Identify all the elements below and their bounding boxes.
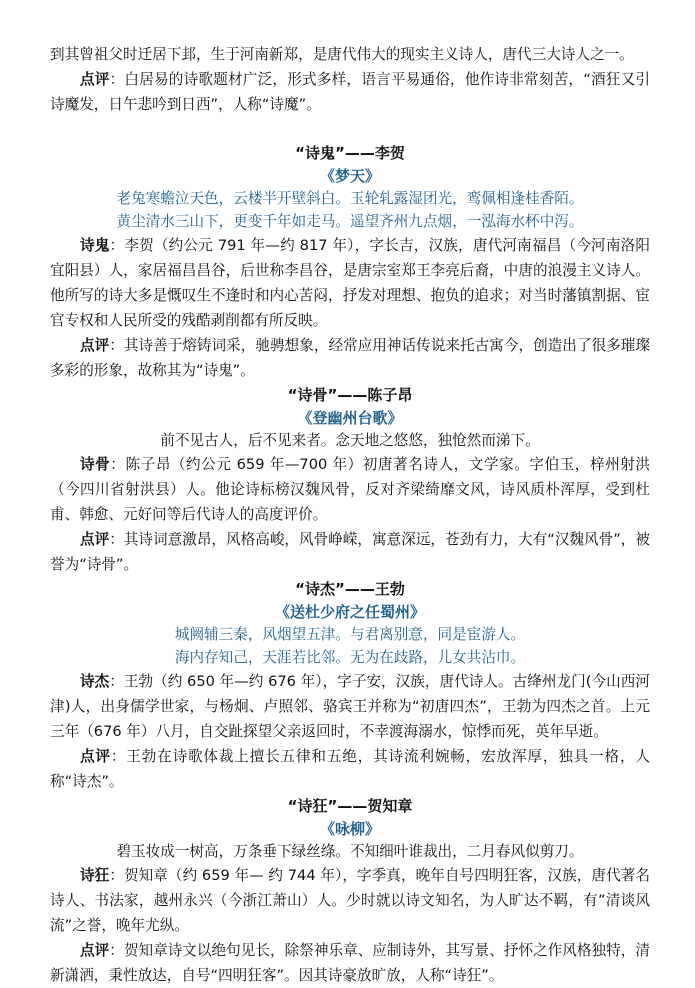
section-heading-li-he: “诗鬼”——李贺 bbox=[295, 144, 405, 162]
comment-text: ：其诗善于熔铸词采，驰骋想象，经常应用神话传说来托古寓今，创造出了很多璀璨多彩的形象，故称其为“诗鬼”。 bbox=[50, 337, 650, 379]
bio-label: 诗杰 bbox=[80, 673, 110, 690]
comment-text: ：王勃在诗歌体裁上擅长五律和五绝，其诗流利婉畅，宏放浑厚，独具一格，人称“诗杰”。 bbox=[50, 748, 650, 790]
comment-label: 点评 bbox=[80, 71, 110, 88]
comment-paragraph bbox=[50, 744, 650, 794]
poem-line: 黄尘清水三山下，更变千年如走马。遥望齐州九点烟，一泓海水杯中泻。 bbox=[116, 213, 584, 230]
comment-paragraph bbox=[50, 938, 650, 988]
bio-text: ：王勃（约 650 年—约 676 年），字子安，汉族，唐代诗人。古绛州龙门(今山西河津)人，出身儒学世家，与杨炯、卢照邻、骆宾王并称为“初唐四杰”，王勃为四杰之首。上元三年（676 年）八月，自交趾探望父亲返回时，不幸渡海溺水，惊悸而死，英年早逝。 bbox=[50, 673, 650, 740]
poem-title-song-du: 《送杜少府之任蜀州》 bbox=[274, 603, 425, 621]
bio-paragraph bbox=[50, 233, 650, 333]
poem-line: 海内存知己，天涯若比邻。无为在歧路，儿女共沾巾。 bbox=[174, 649, 526, 666]
section-heading-chen-ziang: “诗骨”——陈子昂 bbox=[287, 386, 413, 404]
comment-label: 点评 bbox=[80, 942, 110, 959]
poem-title-yong-liu: 《咏柳》 bbox=[319, 820, 380, 838]
bio-paragraph bbox=[50, 863, 650, 938]
bio-paragraph bbox=[50, 452, 650, 527]
poem-line: 前不见古人，后不见来者。念天地之悠悠，独怆然而涕下。 bbox=[160, 432, 540, 449]
comment-label: 点评 bbox=[80, 748, 111, 765]
comment-label: 点评 bbox=[80, 531, 110, 548]
comment-paragraph bbox=[50, 333, 650, 383]
comment-text: ：白居易的诗歌题材广泛，形式多样，语言平易通俗，他作诗非常刻苦，“酒狂又引诗魔发，日午悲吟到日西”，人称“诗魔”。 bbox=[50, 71, 650, 113]
poem-line: 老兔寒蟾泣天色，云楼半开壁斜白。玉轮轧露湿团光，鸾佩相逢桂香陌。 bbox=[116, 190, 584, 207]
bio-text: ：贺知章（约 659 年— 约 744 年），字季真，晚年自号四明狂客，汉族，唐代著名诗人、书法家，越州永兴（今浙江萧山）人。少时就以诗文知名，为人旷达不羁，有”清谈风流”之誉，晚年尤纵。 bbox=[50, 867, 650, 934]
poem-line: 碧玉妆成一树高，万条垂下绿丝绦。不知细叶谁裁出，二月春风似剪刀。 bbox=[116, 843, 584, 860]
poem-title-deng-youzhou: 《登幽州台歌》 bbox=[297, 409, 403, 427]
intro-comment bbox=[50, 67, 650, 117]
comment-text: ：贺知章诗文以绝句见长，除祭神乐章、应制诗外，其写景、抒怀之作风格独特，清新潇洒，秉性放达，自号“四明狂客”。因其诗豪放旷放，人称“诗狂”。 bbox=[50, 942, 650, 984]
bio-paragraph bbox=[50, 669, 650, 744]
poem-title-meng-tian: 《梦天》 bbox=[319, 167, 380, 185]
comment-label: 点评 bbox=[80, 337, 110, 354]
poem-line: 城阙辅三秦，风烟望五津。与君离别意，同是宦游人。 bbox=[174, 626, 526, 643]
bio-label: 诗鬼 bbox=[80, 237, 110, 254]
comment-text: ：其诗词意激昂，风格高峻，风骨峥嵘，寓意深远，苍劲有力，大有“汉魏风骨”，被誉为“诗骨”。 bbox=[50, 531, 650, 573]
bio-text: ：李贺（约公元 791 年—约 817 年），字长吉，汉族，唐代河南福昌（今河南洛阳宜阳县）人，家居福昌昌谷，后世称李昌谷，是唐宗室郑王李亮后裔，中唐的浪漫主义诗人。他所写的诗大多是慨叹生不逢时和内心苦闷，抒发对理想、抱负的追求；对当时藩镇割据、宦官专权和人民所受的残酷剥削都有所反映。 bbox=[50, 237, 650, 329]
bio-label: 诗狂 bbox=[80, 867, 110, 884]
comment-paragraph bbox=[50, 527, 650, 577]
section-heading-he-zhizhang: “诗狂”——贺知章 bbox=[287, 797, 413, 815]
bio-text: ：陈子昂（约公元 659 年—700 年）初唐著名诗人，文学家。字伯玉，梓州射洪（今四川省射洪县）人。他论诗标榜汉魏风骨，反对齐梁绮靡文风，诗风质朴浑厚，受到杜甫、韩愈、元好问等后代诗人的高度评价。 bbox=[50, 456, 650, 523]
bio-label: 诗骨 bbox=[80, 456, 111, 473]
section-heading-wang-bo: “诗杰”——王勃 bbox=[295, 580, 405, 598]
intro-paragraph: 到其曾祖父时迁居下邽，生于河南新郑，是唐代伟大的现实主义诗人，唐代三大诗人之一。 bbox=[50, 46, 634, 63]
